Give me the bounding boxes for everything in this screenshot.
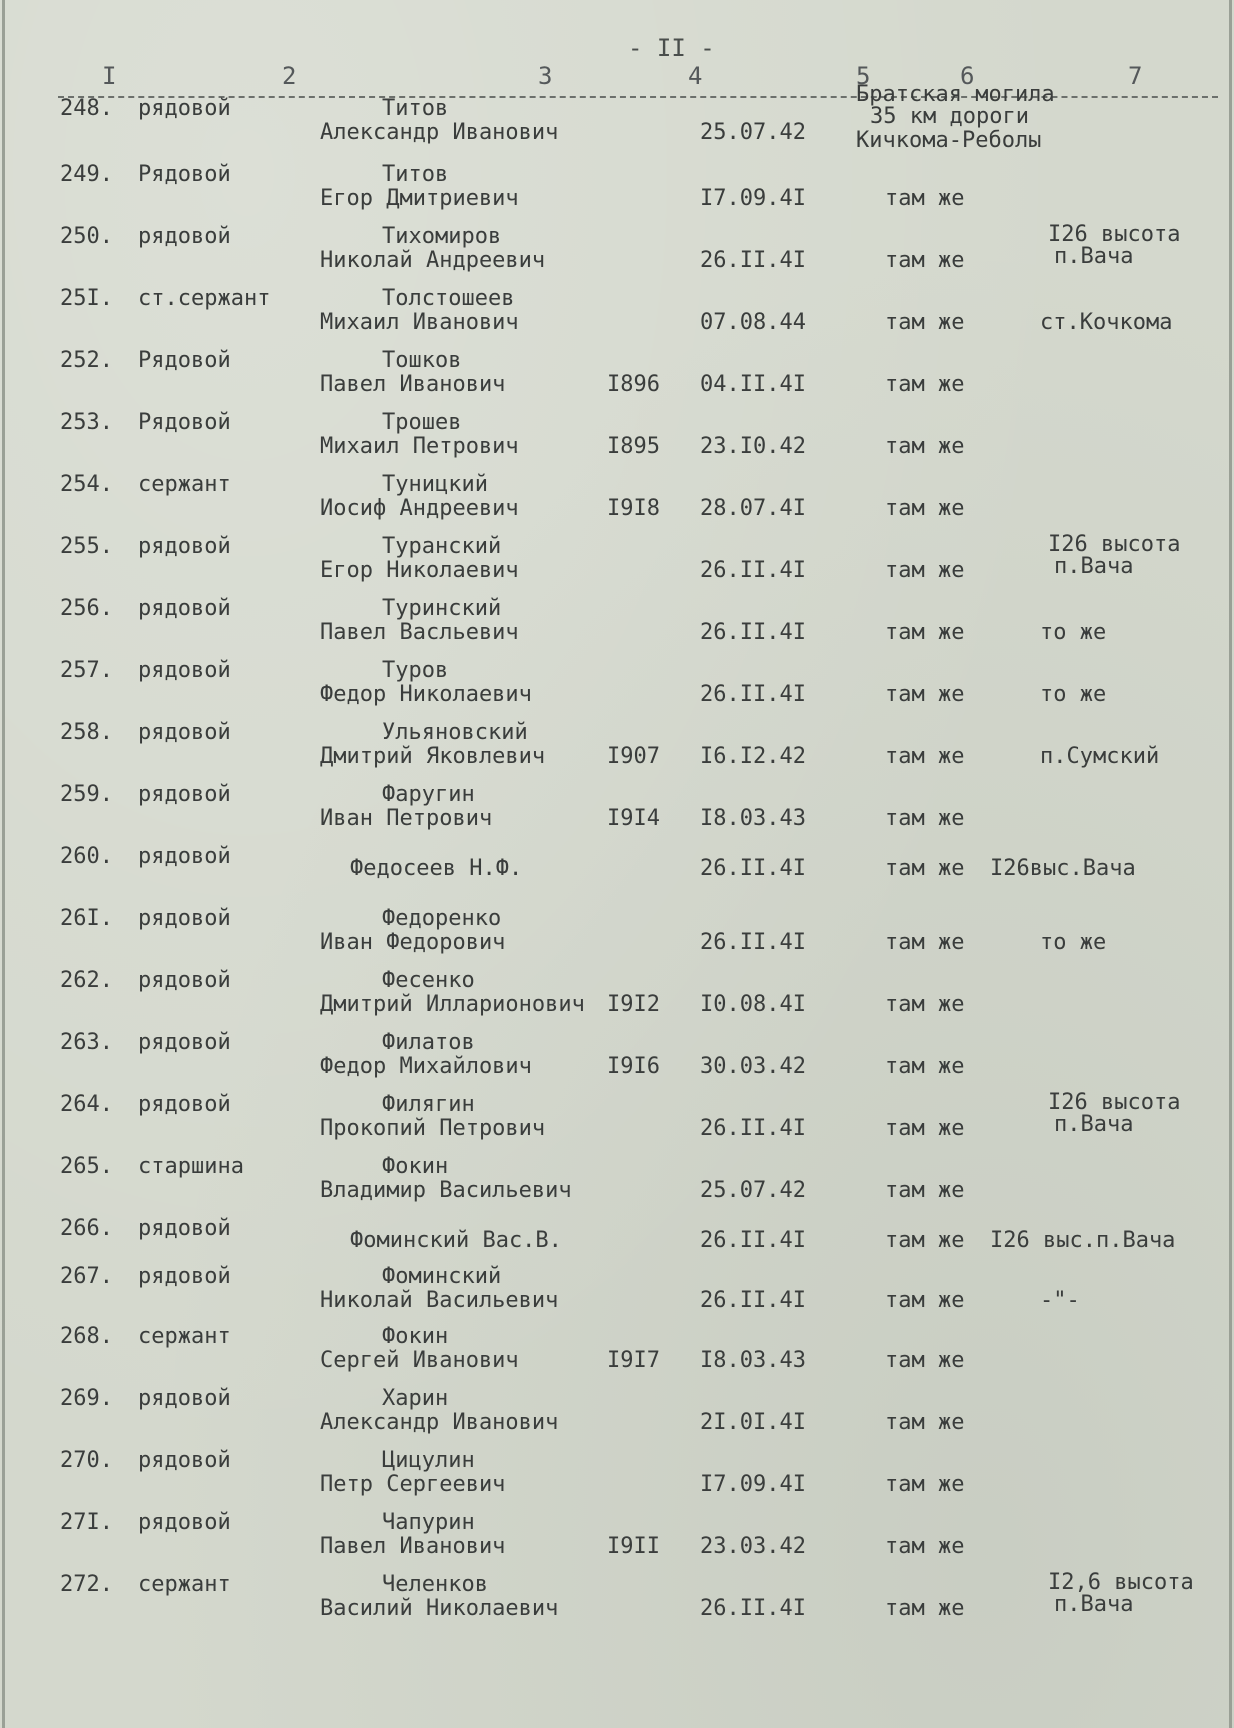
date-of-death: I6.I2.42 <box>700 744 806 769</box>
birth-year: I9I7 <box>607 1348 660 1373</box>
date-of-death: 25.07.42 <box>700 120 806 145</box>
surname: Титов <box>382 96 449 121</box>
entry-number: 257. <box>60 658 113 683</box>
date-of-death: 23.I0.42 <box>700 434 806 459</box>
surname: Фоминский <box>382 1264 502 1289</box>
burial-place: там же <box>885 1472 965 1497</box>
burial-place: там же <box>885 682 965 707</box>
table-row <box>0 346 1234 408</box>
section-number: - II - <box>628 34 715 62</box>
table-row <box>0 470 1234 532</box>
given-name: Петр Сергеевич <box>320 1472 506 1497</box>
table-row <box>0 718 1234 780</box>
given-name: Михаил Иванович <box>320 310 519 335</box>
surname: Фокин <box>382 1154 449 1179</box>
military-rank: Рядовой <box>138 410 231 435</box>
entry-number: 269. <box>60 1386 113 1411</box>
date-of-death: 2I.0I.4I <box>700 1410 806 1435</box>
entry-number: 259. <box>60 782 113 807</box>
birth-year: I9I6 <box>607 1054 660 1079</box>
birth-year: I9II <box>607 1534 660 1559</box>
table-row <box>0 1090 1234 1152</box>
birth-year: I907 <box>607 744 660 769</box>
surname: Федоренко <box>382 906 502 931</box>
date-of-death: 26.II.4I <box>700 1228 806 1253</box>
note: I26выс.Вача <box>990 856 1136 881</box>
burial-place: там же <box>885 930 965 955</box>
note-line: п.Вача <box>1054 1592 1134 1617</box>
given-name: Федор Михайлович <box>320 1054 532 1079</box>
military-rank: рядовой <box>138 906 231 931</box>
note-line: п.Вача <box>1054 554 1134 579</box>
military-rank: рядовой <box>138 1510 231 1535</box>
surname: Тихомиров <box>382 224 502 249</box>
surname: Туров <box>382 658 449 683</box>
birth-year: I9I8 <box>607 496 660 521</box>
military-rank: рядовой <box>138 96 231 121</box>
given-name: Иван Петрович <box>320 806 493 831</box>
birth-year: I896 <box>607 372 660 397</box>
given-name: Александр Иванович <box>320 120 559 145</box>
table-row <box>0 408 1234 470</box>
surname: Фокин <box>382 1324 449 1349</box>
table-row <box>0 1028 1234 1090</box>
burial-place: там же <box>885 1054 965 1079</box>
table-row <box>0 780 1234 842</box>
surname: Туринский <box>382 596 502 621</box>
entry-number: 250. <box>60 224 113 249</box>
burial-place: там же <box>885 744 965 769</box>
given-name: Николай Андреевич <box>320 248 546 273</box>
burial-place: там же <box>885 310 965 335</box>
entry-number: 264. <box>60 1092 113 1117</box>
entry-number: 252. <box>60 348 113 373</box>
table-row <box>0 82 1234 156</box>
burial-place: там же <box>885 434 965 459</box>
column-header-4: 4 <box>688 62 703 90</box>
birth-year: I9I2 <box>607 992 660 1017</box>
burial-place: там же <box>885 992 965 1017</box>
entry-number: 260. <box>60 844 113 869</box>
burial-place: там же <box>885 186 965 211</box>
entry-number: 268. <box>60 1324 113 1349</box>
military-rank: рядовой <box>138 1386 231 1411</box>
date-of-death: 30.03.42 <box>700 1054 806 1079</box>
column-header-3: 3 <box>538 62 553 90</box>
surname: Ульяновский <box>382 720 528 745</box>
table-row <box>0 1384 1234 1446</box>
table-row <box>0 966 1234 1028</box>
military-rank: рядовой <box>138 844 231 869</box>
entry-number: 25I. <box>60 286 113 311</box>
given-name: Федор Николаевич <box>320 682 532 707</box>
column-header-7: 7 <box>1128 62 1143 90</box>
table-row <box>0 1262 1234 1324</box>
given-name: Владимир Васильевич <box>320 1178 572 1203</box>
table-row <box>0 904 1234 966</box>
table-row <box>0 1446 1234 1508</box>
birth-year: I895 <box>607 434 660 459</box>
surname: Туницкий <box>382 472 488 497</box>
date-of-death: I7.09.4I <box>700 186 806 211</box>
note: ст.Кочкома <box>1040 310 1173 335</box>
military-rank: рядовой <box>138 1264 231 1289</box>
given-name: Егор Дмитриевич <box>320 186 519 211</box>
entry-number: 253. <box>60 410 113 435</box>
table-row <box>0 532 1234 594</box>
entry-number: 248. <box>60 96 113 121</box>
entry-number: 249. <box>60 162 113 187</box>
surname: Филягин <box>382 1092 475 1117</box>
surname: Фесенко <box>382 968 475 993</box>
date-of-death: I8.03.43 <box>700 806 806 831</box>
burial-place: там же <box>885 248 965 273</box>
table-row <box>0 222 1234 284</box>
entry-number: 265. <box>60 1154 113 1179</box>
date-of-death: 26.II.4I <box>700 856 806 881</box>
given-name: Иван Федорович <box>320 930 506 955</box>
military-rank: рядовой <box>138 968 231 993</box>
date-of-death: 26.II.4I <box>700 930 806 955</box>
burial-place: там же <box>885 1116 965 1141</box>
burial-place: там же <box>885 372 965 397</box>
table-row <box>0 1152 1234 1214</box>
date-of-death: 23.03.42 <box>700 1534 806 1559</box>
military-rank: рядовой <box>138 782 231 807</box>
column-header-5: 5 <box>856 62 871 90</box>
military-rank: рядовой <box>138 1030 231 1055</box>
burial-place: там же <box>885 1534 965 1559</box>
military-rank: рядовой <box>138 720 231 745</box>
entry-number: 262. <box>60 968 113 993</box>
burial-place: там же <box>885 1178 965 1203</box>
burial-place: там же <box>885 1288 965 1313</box>
surname: Харин <box>382 1386 449 1411</box>
note-line: I2,6 высота <box>1048 1570 1194 1595</box>
date-of-death: 28.07.4I <box>700 496 806 521</box>
burial-place: там же <box>885 620 965 645</box>
entry-number: 26I. <box>60 906 113 931</box>
note: I26 выс.п.Вача <box>990 1228 1176 1253</box>
surname: Цицулин <box>382 1448 475 1473</box>
note: -"- <box>1040 1288 1080 1313</box>
date-of-death: 04.II.4I <box>700 372 806 397</box>
surname: Филатов <box>382 1030 475 1055</box>
note-line: I26 высота <box>1048 532 1181 557</box>
entry-number: 255. <box>60 534 113 559</box>
full-name: Фоминский Вас.В. <box>350 1228 562 1253</box>
entry-number: 263. <box>60 1030 113 1055</box>
table-row <box>0 842 1234 904</box>
surname: Тошков <box>382 348 462 373</box>
military-rank: сержант <box>138 1324 231 1349</box>
military-rank: рядовой <box>138 534 231 559</box>
military-rank: сержант <box>138 472 231 497</box>
military-rank: рядовой <box>138 224 231 249</box>
entry-number: 258. <box>60 720 113 745</box>
burial-place-line: 35 км дороги <box>870 104 1029 129</box>
column-header-1: I <box>102 62 117 90</box>
column-header-2: 2 <box>282 62 297 90</box>
given-name: Егор Николаевич <box>320 558 519 583</box>
given-name: Сергей Иванович <box>320 1348 519 1373</box>
entry-number: 270. <box>60 1448 113 1473</box>
entry-number: 266. <box>60 1216 113 1241</box>
table-row <box>0 1322 1234 1384</box>
given-name: Иосиф Андреевич <box>320 496 519 521</box>
note: то же <box>1040 620 1107 645</box>
table-row <box>0 656 1234 718</box>
burial-place: там же <box>885 856 965 881</box>
burial-place-line: Братская могила <box>856 82 1055 107</box>
date-of-death: 07.08.44 <box>700 310 806 335</box>
surname: Туранский <box>382 534 502 559</box>
military-rank: ст.сержант <box>138 286 271 311</box>
date-of-death: 26.II.4I <box>700 248 806 273</box>
burial-place: там же <box>885 496 965 521</box>
surname: Чапурин <box>382 1510 475 1535</box>
note: то же <box>1040 682 1107 707</box>
military-rank: рядовой <box>138 1448 231 1473</box>
table-row <box>0 284 1234 346</box>
column-header-6: 6 <box>960 62 975 90</box>
full-name: Федосеев Н.Ф. <box>350 856 523 881</box>
date-of-death: I0.08.4I <box>700 992 806 1017</box>
burial-place: там же <box>885 1348 965 1373</box>
burial-place-line: Кичкома-Реболы <box>856 128 1042 153</box>
burial-place: там же <box>885 558 965 583</box>
entry-number: 27I. <box>60 1510 113 1535</box>
given-name: Дмитрий Илларионович <box>320 992 585 1017</box>
burial-place: там же <box>885 1410 965 1435</box>
entry-number: 256. <box>60 596 113 621</box>
entry-number: 267. <box>60 1264 113 1289</box>
given-name: Прокопий Петрович <box>320 1116 546 1141</box>
entry-number: 272. <box>60 1572 113 1597</box>
surname: Челенков <box>382 1572 488 1597</box>
military-rank: старшина <box>138 1154 244 1179</box>
date-of-death: 26.II.4I <box>700 1288 806 1313</box>
given-name: Александр Иванович <box>320 1410 559 1435</box>
table-row <box>0 160 1234 222</box>
given-name: Дмитрий Яковлевич <box>320 744 546 769</box>
surname: Трошев <box>382 410 462 435</box>
date-of-death: I7.09.4I <box>700 1472 806 1497</box>
given-name: Павел Васльевич <box>320 620 519 645</box>
date-of-death: 26.II.4I <box>700 682 806 707</box>
burial-place: там же <box>885 1228 965 1253</box>
military-rank: сержант <box>138 1572 231 1597</box>
note-line: I26 высота <box>1048 222 1181 247</box>
given-name: Михаил Петрович <box>320 434 519 459</box>
surname: Толстошеев <box>382 286 515 311</box>
entry-number: 254. <box>60 472 113 497</box>
note: то же <box>1040 930 1107 955</box>
burial-place: там же <box>885 806 965 831</box>
military-rank: рядовой <box>138 1092 231 1117</box>
date-of-death: 25.07.42 <box>700 1178 806 1203</box>
date-of-death: 26.II.4I <box>700 620 806 645</box>
military-rank: рядовой <box>138 1216 231 1241</box>
surname: Титов <box>382 162 449 187</box>
date-of-death: 26.II.4I <box>700 558 806 583</box>
military-rank: Рядовой <box>138 162 231 187</box>
birth-year: I9I4 <box>607 806 660 831</box>
table-row <box>0 1508 1234 1570</box>
given-name: Николай Васильевич <box>320 1288 559 1313</box>
given-name: Павел Иванович <box>320 372 506 397</box>
burial-place: там же <box>885 1596 965 1621</box>
note: п.Сумский <box>1040 744 1160 769</box>
military-rank: рядовой <box>138 658 231 683</box>
table-row <box>0 594 1234 656</box>
note-line: I26 высота <box>1048 1090 1181 1115</box>
military-rank: рядовой <box>138 596 231 621</box>
date-of-death: I8.03.43 <box>700 1348 806 1373</box>
date-of-death: 26.II.4I <box>700 1596 806 1621</box>
table-row <box>0 1570 1234 1632</box>
military-rank: Рядовой <box>138 348 231 373</box>
note-line: п.Вача <box>1054 244 1134 269</box>
given-name: Павел Иванович <box>320 1534 506 1559</box>
note-line: п.Вача <box>1054 1112 1134 1137</box>
given-name: Василий Николаевич <box>320 1596 559 1621</box>
date-of-death: 26.II.4I <box>700 1116 806 1141</box>
surname: Фаругин <box>382 782 475 807</box>
